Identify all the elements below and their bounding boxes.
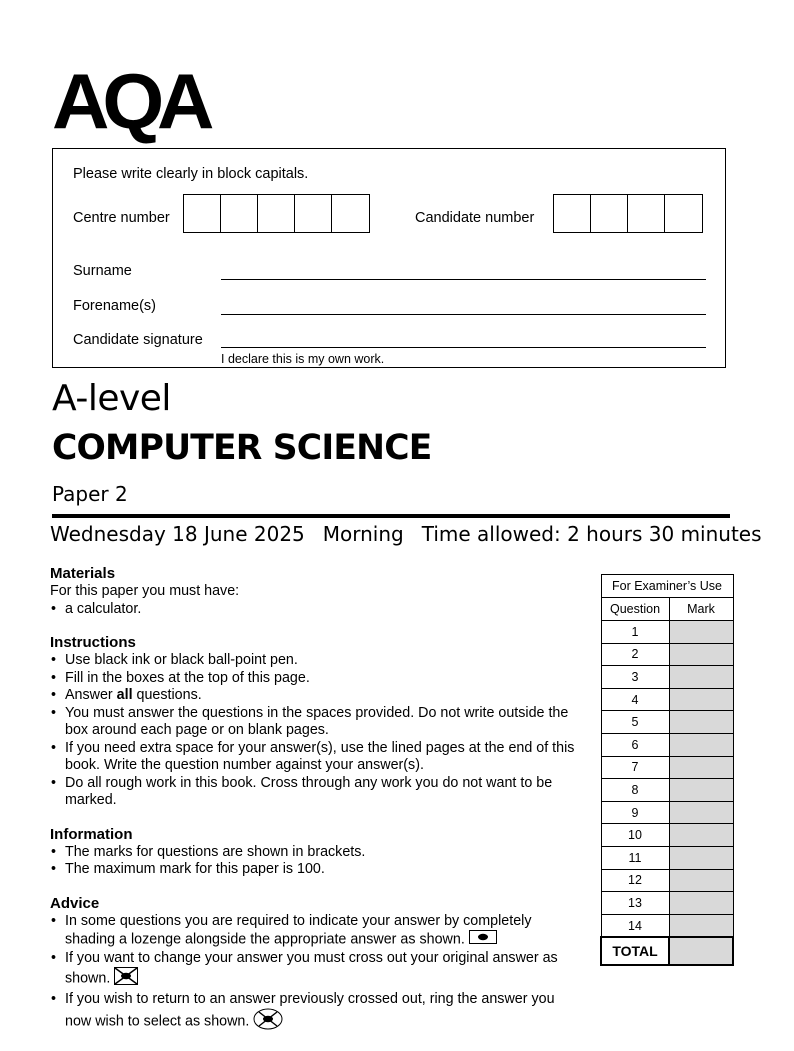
- ringed-lozenge-icon: [253, 1008, 283, 1036]
- question-number-cell: 14: [601, 914, 669, 937]
- paper-number: Paper 2: [52, 482, 128, 506]
- materials-intro: For this paper you must have:: [50, 583, 240, 599]
- header-rule: [52, 514, 730, 518]
- examiner-row: [601, 688, 733, 711]
- advice-item: [50, 991, 580, 1036]
- examiner-row: [601, 914, 733, 937]
- question-number-cell: 3: [601, 666, 669, 689]
- exam-session: Morning: [322, 522, 404, 546]
- candidate-number-field[interactable]: [553, 194, 703, 233]
- mark-cell: [669, 869, 733, 892]
- examiner-row: [601, 892, 733, 915]
- mark-cell: [669, 801, 733, 824]
- examiner-row: [601, 801, 733, 824]
- question-column-header: Question: [601, 598, 669, 621]
- aqa-logo: AQA: [52, 57, 208, 145]
- centre-number-field[interactable]: [183, 194, 370, 233]
- exam-date-line: [50, 522, 762, 546]
- instructions-heading: Instructions: [50, 634, 136, 651]
- information-item: • The marks for questions are shown in brackets.: [50, 844, 580, 862]
- advice-heading: Advice: [50, 894, 100, 912]
- exam-date: Wednesday 18 June 2025: [50, 522, 305, 546]
- mark-cell: [669, 824, 733, 847]
- materials-section: [50, 564, 580, 618]
- instruction-emphasis: all: [116, 687, 133, 703]
- advice-section: [50, 894, 580, 1036]
- declaration-text: I declare this is my own work.: [221, 352, 385, 366]
- crossed-lozenge-icon: [114, 967, 138, 991]
- instruction-item: • If you need extra space for your answer(s), use the lined pages at the end of this book. Write the question number against your answer(s).: [50, 740, 580, 775]
- examiner-row: [601, 711, 733, 734]
- mark-cell: [669, 756, 733, 779]
- question-number-cell: 5: [601, 711, 669, 734]
- mark-cell: [669, 621, 733, 644]
- signature-field[interactable]: [221, 347, 706, 348]
- materials-heading: Materials: [50, 565, 116, 582]
- advice-item: [50, 950, 580, 991]
- mark-cell: [669, 643, 733, 666]
- mark-cell: [669, 666, 733, 689]
- qualification-level: A-level: [52, 378, 171, 419]
- materials-item: • a calculator.: [50, 601, 580, 619]
- examiner-row: [601, 824, 733, 847]
- instruction-item: • Fill in the boxes at the top of this page.: [50, 670, 580, 688]
- question-number-cell: 13: [601, 892, 669, 915]
- examiner-row: [601, 869, 733, 892]
- instructions-section: [50, 633, 580, 810]
- advice-text: In some questions you are required to indicate your answer by completely shading a lozenge alongside the appropriate answer as shown.: [65, 912, 532, 948]
- block-capitals-instruction: Please write clearly in block capitals.: [73, 166, 309, 182]
- time-allowed: Time allowed: 2 hours 30 minutes: [421, 522, 762, 546]
- question-number-cell: 11: [601, 846, 669, 869]
- examiner-row: [601, 733, 733, 756]
- mark-column-header: Mark: [669, 598, 733, 621]
- information-item: • The maximum mark for this paper is 100.: [50, 861, 580, 879]
- mark-cell: [669, 892, 733, 915]
- information-heading: Information: [50, 825, 133, 843]
- question-number-cell: 1: [601, 621, 669, 644]
- candidate-number-label: Candidate number: [415, 210, 535, 226]
- total-mark-cell: [669, 937, 733, 965]
- question-number-cell: 10: [601, 824, 669, 847]
- examiner-row: [601, 621, 733, 644]
- examiner-row: [601, 643, 733, 666]
- instruction-item: • Do all rough work in this book. Cross through any work you do not want to be marked.: [50, 775, 580, 810]
- subject-title: COMPUTER SCIENCE: [52, 428, 432, 468]
- total-label: TOTAL: [601, 937, 669, 965]
- examiner-use-table: [600, 574, 734, 966]
- advice-item: [50, 913, 580, 950]
- instruction-item: • Use black ink or black ball-point pen.: [50, 652, 580, 670]
- examiner-row: [601, 846, 733, 869]
- surname-label: Surname: [73, 263, 132, 279]
- instruction-text: Answer: [65, 687, 117, 703]
- examiner-row: [601, 666, 733, 689]
- examiner-table-title: For Examiner’s Use: [601, 575, 733, 598]
- mark-cell: [669, 846, 733, 869]
- forenames-field[interactable]: [221, 314, 706, 315]
- mark-cell: [669, 711, 733, 734]
- information-section: [50, 825, 580, 879]
- examiner-row: [601, 779, 733, 802]
- mark-cell: [669, 733, 733, 756]
- question-number-cell: 2: [601, 643, 669, 666]
- question-number-cell: 12: [601, 869, 669, 892]
- examiner-row: [601, 756, 733, 779]
- forenames-label: Forename(s): [73, 298, 156, 314]
- instruction-item: • You must answer the questions in the spaces provided. Do not write outside the box around each page or on blank pages.: [50, 705, 580, 740]
- candidate-details-box: [52, 148, 726, 368]
- mark-cell: [669, 779, 733, 802]
- question-number-cell: 8: [601, 779, 669, 802]
- question-number-cell: 4: [601, 688, 669, 711]
- question-number-cell: 7: [601, 756, 669, 779]
- front-cover-sections: [50, 564, 580, 1051]
- surname-field[interactable]: [221, 279, 706, 280]
- total-row: [601, 937, 733, 965]
- mark-cell: [669, 688, 733, 711]
- shaded-lozenge-icon: [469, 930, 497, 950]
- instruction-item: [50, 687, 580, 705]
- advice-text: If you want to change your answer you must cross out your original answer as shown.: [65, 949, 558, 987]
- centre-number-label: Centre number: [73, 210, 170, 226]
- advice-text: If you wish to return to an answer previously crossed out, ring the answer you now wish to select as shown.: [65, 990, 555, 1030]
- signature-label: Candidate signature: [73, 332, 203, 348]
- mark-cell: [669, 914, 733, 937]
- question-number-cell: 9: [601, 801, 669, 824]
- instruction-text: questions.: [132, 687, 202, 703]
- question-number-cell: 6: [601, 733, 669, 756]
